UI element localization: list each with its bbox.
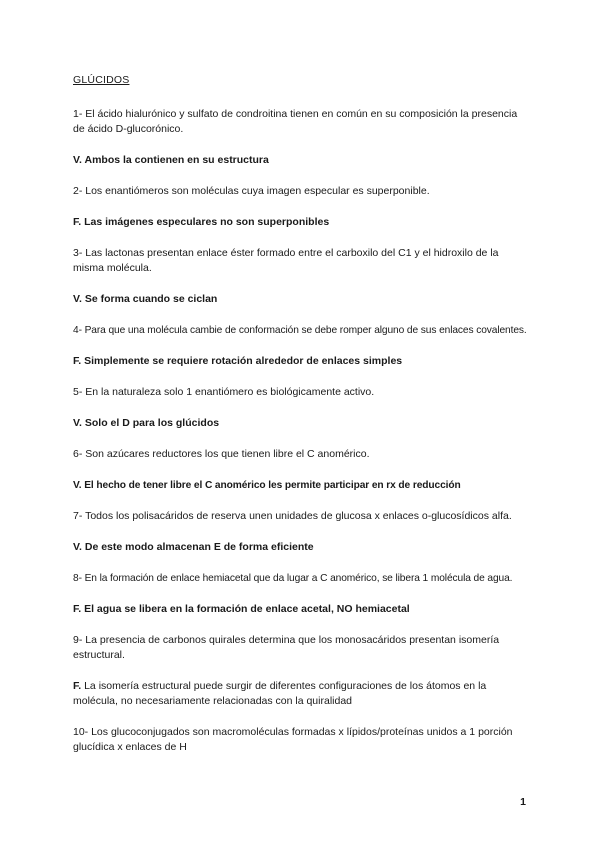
answer-9-prefix: F.: [73, 680, 82, 692]
answer-1: V. Ambos la contienen en su estructura: [73, 154, 269, 166]
page-number: 1: [520, 796, 526, 808]
answer-8: F. El agua se libera en la formación de enlace acetal, NO hemiacetal: [73, 603, 410, 615]
document-content: [73, 73, 543, 755]
answer-2: F. Las imágenes especulares no son superponibles: [73, 216, 330, 228]
answer-7: V. De este modo almacenan E de forma eficiente: [73, 541, 314, 553]
question-5: 5- En la naturaleza solo 1 enantiómero es biológicamente activo.: [73, 386, 375, 398]
question-10: 10- Los glucoconjugados son macromoléculas formadas x lípidos/proteínas unidos a 1 porción glucídica x enlaces de H: [73, 726, 513, 753]
question-9: 9- La presencia de carbonos quirales determina que los monosacáridos presentan isomería estructural.: [73, 634, 500, 661]
answer-9: [73, 679, 528, 709]
question-4: 4- Para que una molécula cambie de conformación se debe romper alguno de sus enlaces covalentes.: [73, 325, 527, 336]
question-3: 3- Las lactonas presentan enlace éster formado entre el carboxilo del C1 y el hidroxilo de la misma molécula.: [73, 247, 499, 274]
answer-4: F. Simplemente se requiere rotación alrededor de enlaces simples: [73, 355, 403, 367]
question-6: 6- Son azúcares reductores los que tienen libre el C anomérico.: [73, 448, 370, 460]
question-7: 7- Todos los polisacáridos de reserva unen unidades de glucosa x enlaces o-glucosídicos alfa.: [73, 510, 512, 522]
question-8: 8- En la formación de enlace hemiacetal que da lugar a C anomérico, se libera 1 molécula de agua.: [73, 573, 513, 584]
question-1: 1- El ácido hialurónico y sulfato de condroitina tienen en común en su composición la presencia de ácido D-glucorónico.: [73, 108, 518, 135]
answer-5: V. Solo el D para los glúcidos: [73, 417, 220, 429]
answer-9-text: La isomería estructural puede surgir de diferentes configuraciones de los átomos en la molécula, no necesariamente relacionadas con la quiralidad: [73, 680, 487, 707]
answer-6: V. El hecho de tener libre el C anomérico les permite participar en rx de reducción: [73, 480, 461, 491]
question-2: 2- Los enantiómeros son moléculas cuya imagen especular es superponible.: [73, 185, 430, 197]
answer-3: V. Se forma cuando se ciclan: [73, 293, 218, 305]
document-title: GLÚCIDOS: [73, 74, 130, 86]
